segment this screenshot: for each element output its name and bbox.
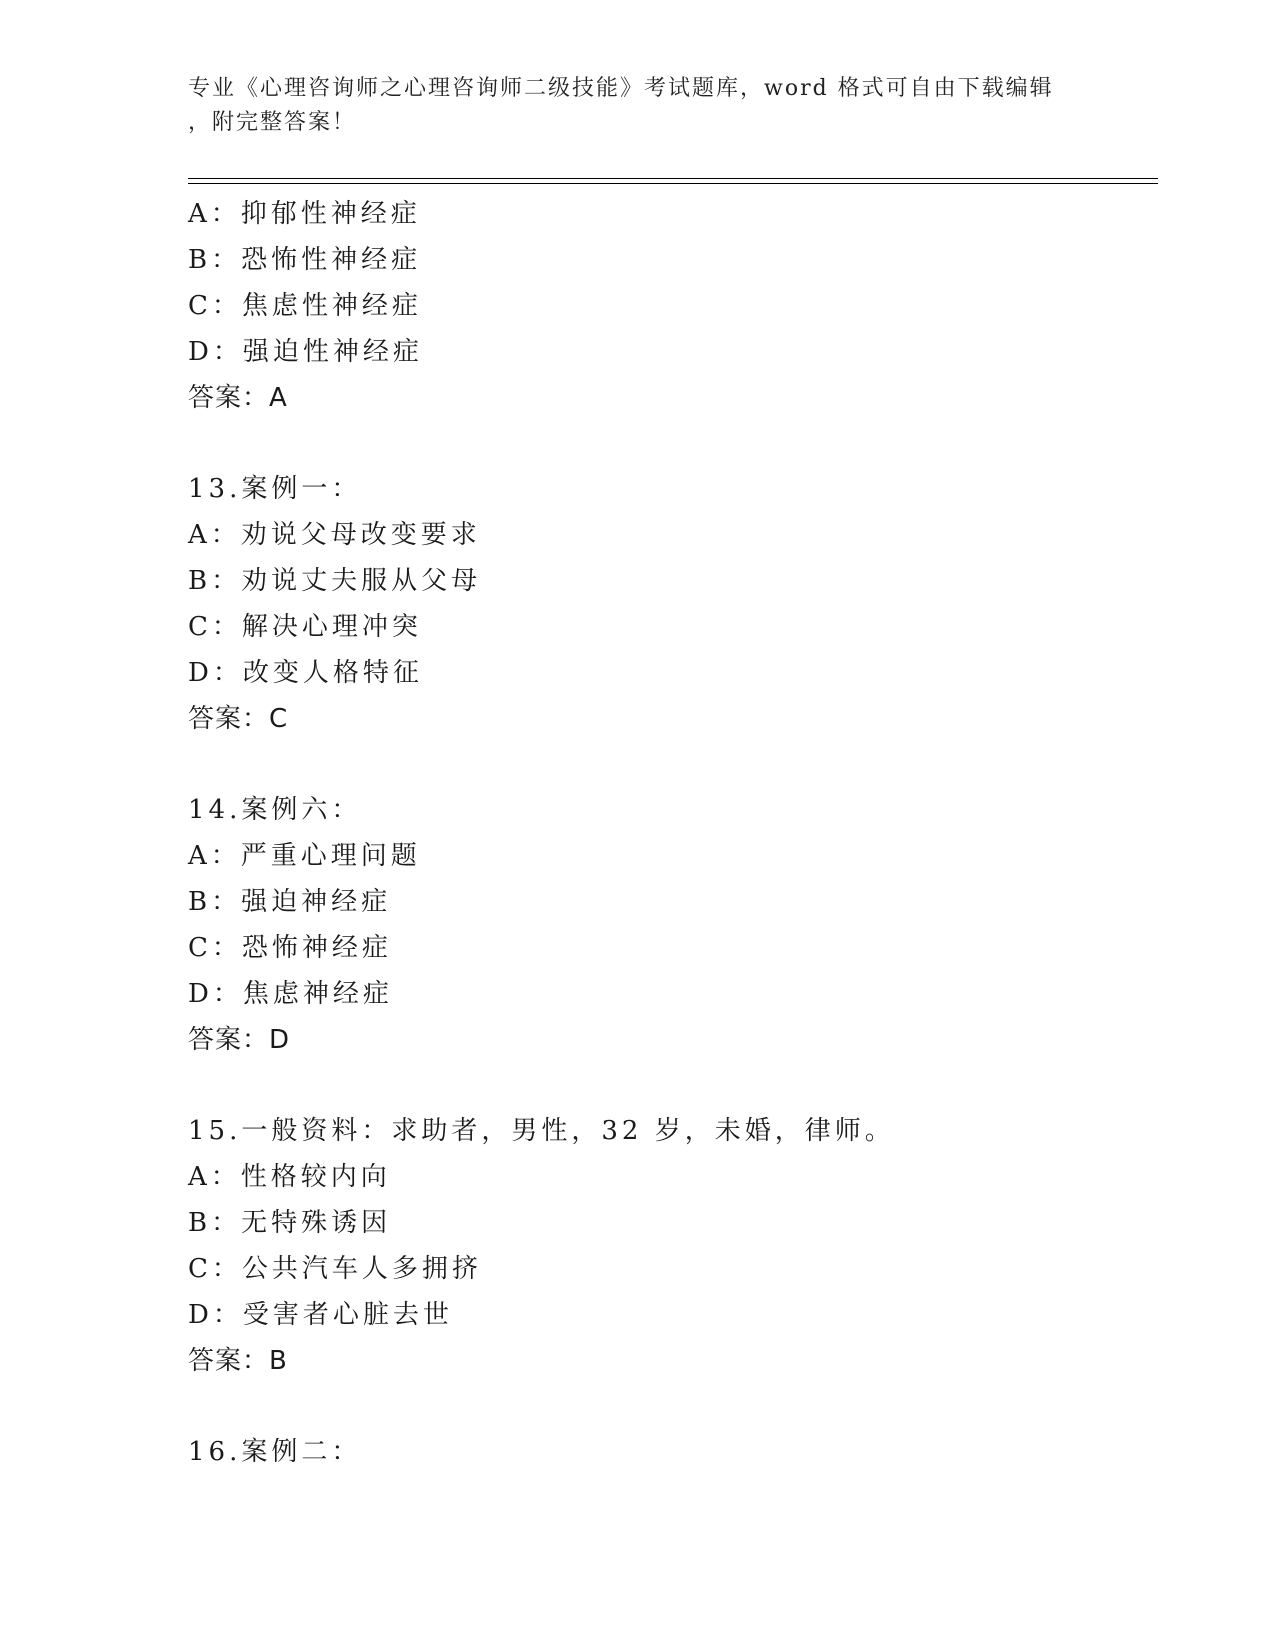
header-divider-top bbox=[188, 178, 1158, 179]
header-line-1: 专业《心理咨询师之心理咨询师二级技能》考试题库，word 格式可自由下载编辑 bbox=[188, 76, 1054, 101]
option-d: D：改变人格特征 bbox=[188, 658, 423, 688]
option-a: A：性格较内向 bbox=[188, 1162, 391, 1192]
answer: 答案：D bbox=[188, 1025, 291, 1055]
option-d: D：焦虑神经症 bbox=[188, 979, 393, 1009]
question-stem: 13.案例一： bbox=[188, 474, 362, 504]
question-16 bbox=[188, 1429, 1138, 1475]
answer: 答案：B bbox=[188, 1346, 288, 1376]
question-13 bbox=[188, 466, 1138, 742]
document-header bbox=[188, 72, 1088, 140]
option-d: D：受害者心脏去世 bbox=[188, 1300, 453, 1330]
answer: 答案：A bbox=[188, 383, 288, 413]
header-divider-bottom bbox=[188, 183, 1158, 184]
option-b: B：劝说丈夫服从父母 bbox=[188, 566, 482, 596]
option-b: B：恐怖性神经症 bbox=[188, 245, 422, 275]
option-a: A：严重心理问题 bbox=[188, 841, 421, 871]
question-14 bbox=[188, 787, 1138, 1063]
question-list bbox=[188, 191, 1138, 1475]
option-b: B：强迫神经症 bbox=[188, 887, 392, 917]
option-c: C：解决心理冲突 bbox=[188, 612, 422, 642]
question-stem: 14.案例六： bbox=[188, 795, 362, 825]
option-d: D：强迫性神经症 bbox=[188, 337, 423, 367]
question-12 bbox=[188, 191, 1138, 421]
question-stem: 16.案例二： bbox=[188, 1437, 362, 1467]
option-a: A：劝说父母改变要求 bbox=[188, 520, 481, 550]
option-c: C：焦虑性神经症 bbox=[188, 291, 422, 321]
option-b: B：无特殊诱因 bbox=[188, 1208, 392, 1238]
option-c: C：恐怖神经症 bbox=[188, 933, 392, 963]
header-line-2: ，附完整答案！ bbox=[188, 110, 357, 135]
question-15 bbox=[188, 1108, 1138, 1384]
option-a: A：抑郁性神经症 bbox=[188, 199, 421, 229]
option-c: C：公共汽车人多拥挤 bbox=[188, 1254, 482, 1284]
question-stem: 15.一般资料：求助者，男性，32 岁，未婚，律师。 bbox=[188, 1116, 895, 1146]
answer: 答案：C bbox=[188, 704, 289, 734]
